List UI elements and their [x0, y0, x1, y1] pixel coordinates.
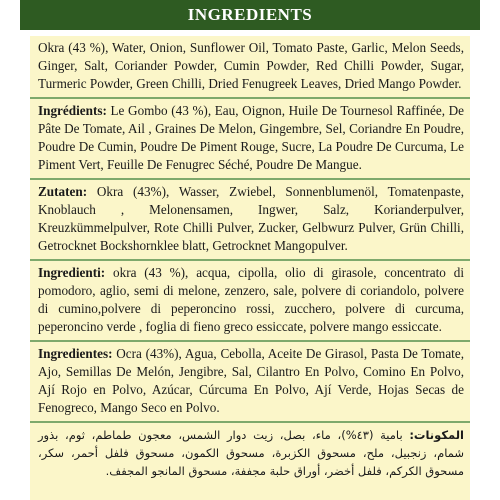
language-label: المكونات: [409, 428, 464, 442]
ingredients-german [30, 180, 470, 261]
ingredients-text: okra (43 %), acqua, cipolla, olio di girasole, concentrato di pomodoro, aglio, semi di melone, zenzero, sale, polvere di coriandolo, polvere di cumino,polvere di peperoncino rossi, zucchero, polvere di curcuma, peperoncino verde , foglia di fieno greco essiccate, polvere mango essiccate. [38, 265, 464, 334]
ingredients-text: Ocra (43%), Agua, Cebolla, Aceite De Girasol, Pasta De Tomate, Ajo, Semillas De Melón, Jengibre, Sal, Cilantro En Polvo, Comino En Polvo, Ají Rojo en Polvo, Azúcar, Cúrcuma En Polvo, Ají Verde, Hojas Secas de Fenogreco, Mango Seco en Polvo. [38, 346, 464, 415]
header-title: INGREDIENTS [187, 5, 313, 24]
ingredients-header [20, 0, 480, 30]
language-label: Ingrédients: [38, 103, 107, 118]
ingredients-french [30, 99, 470, 180]
ingredients-text: بامية (٤٣%)، ماء، بصل، زيت دوار الشمس، معجون طماطم، ثوم، بذور شمام، زنجبيل، ملح، مسحوق الكزبرة، مسحوق الكمون، مسحوق فلفل أحمر، سكر، مسحوق الكركم، فلفل أخضر، أوراق حلبة مجففة، مسحوق المانجو المجفف. [38, 428, 464, 478]
ingredients-text: Le Gombo (43 %), Eau, Oignon, Huile De Tournesol Raffinée, De Pâte De Tomate, Ail , Graines De Melon, Gingembre, Sel, Coriandre En Poudre, Poudre De Cumin, Poudre De Piment Rouge, Sucre, La Poudre De Curcuma, Le Piment Vert, Feuille De Fenugrec Séché, Poudre De Mangue. [38, 103, 464, 172]
language-label: Ingredientes: [38, 346, 113, 361]
language-label: Zutaten: [38, 184, 88, 199]
ingredients-english [30, 36, 470, 99]
ingredients-text: Okra (43 %), Water, Onion, Sunflower Oil, Tomato Paste, Garlic, Melon Seeds, Ginger, Salt, Coriander Powder, Cumin Powder, Red Chilli Powder, Sugar, Turmeric Powder, Green Chilli, Dried Fenugreek Leaves, Dried Mango Powder. [38, 40, 464, 91]
ingredients-italian [30, 261, 470, 342]
ingredients-text: Okra (43%), Wasser, Zwiebel, Sonnenblumenöl, Tomatenpaste, Knoblauch , Melonensamen, Ingwer, Salz, Korianderpulver, Kreuzkümmelpulver, Rote Chilli Pulver, Zucker, Gelbwurz Pulver, Grün Chilli, Getrocknet Bockshornklee blatt, Getrocknet Mangopulver. [38, 184, 464, 253]
ingredients-spanish [30, 342, 470, 423]
ingredients-arabic [30, 423, 470, 484]
language-label: Ingredienti: [38, 265, 106, 280]
ingredients-panel [30, 36, 470, 500]
